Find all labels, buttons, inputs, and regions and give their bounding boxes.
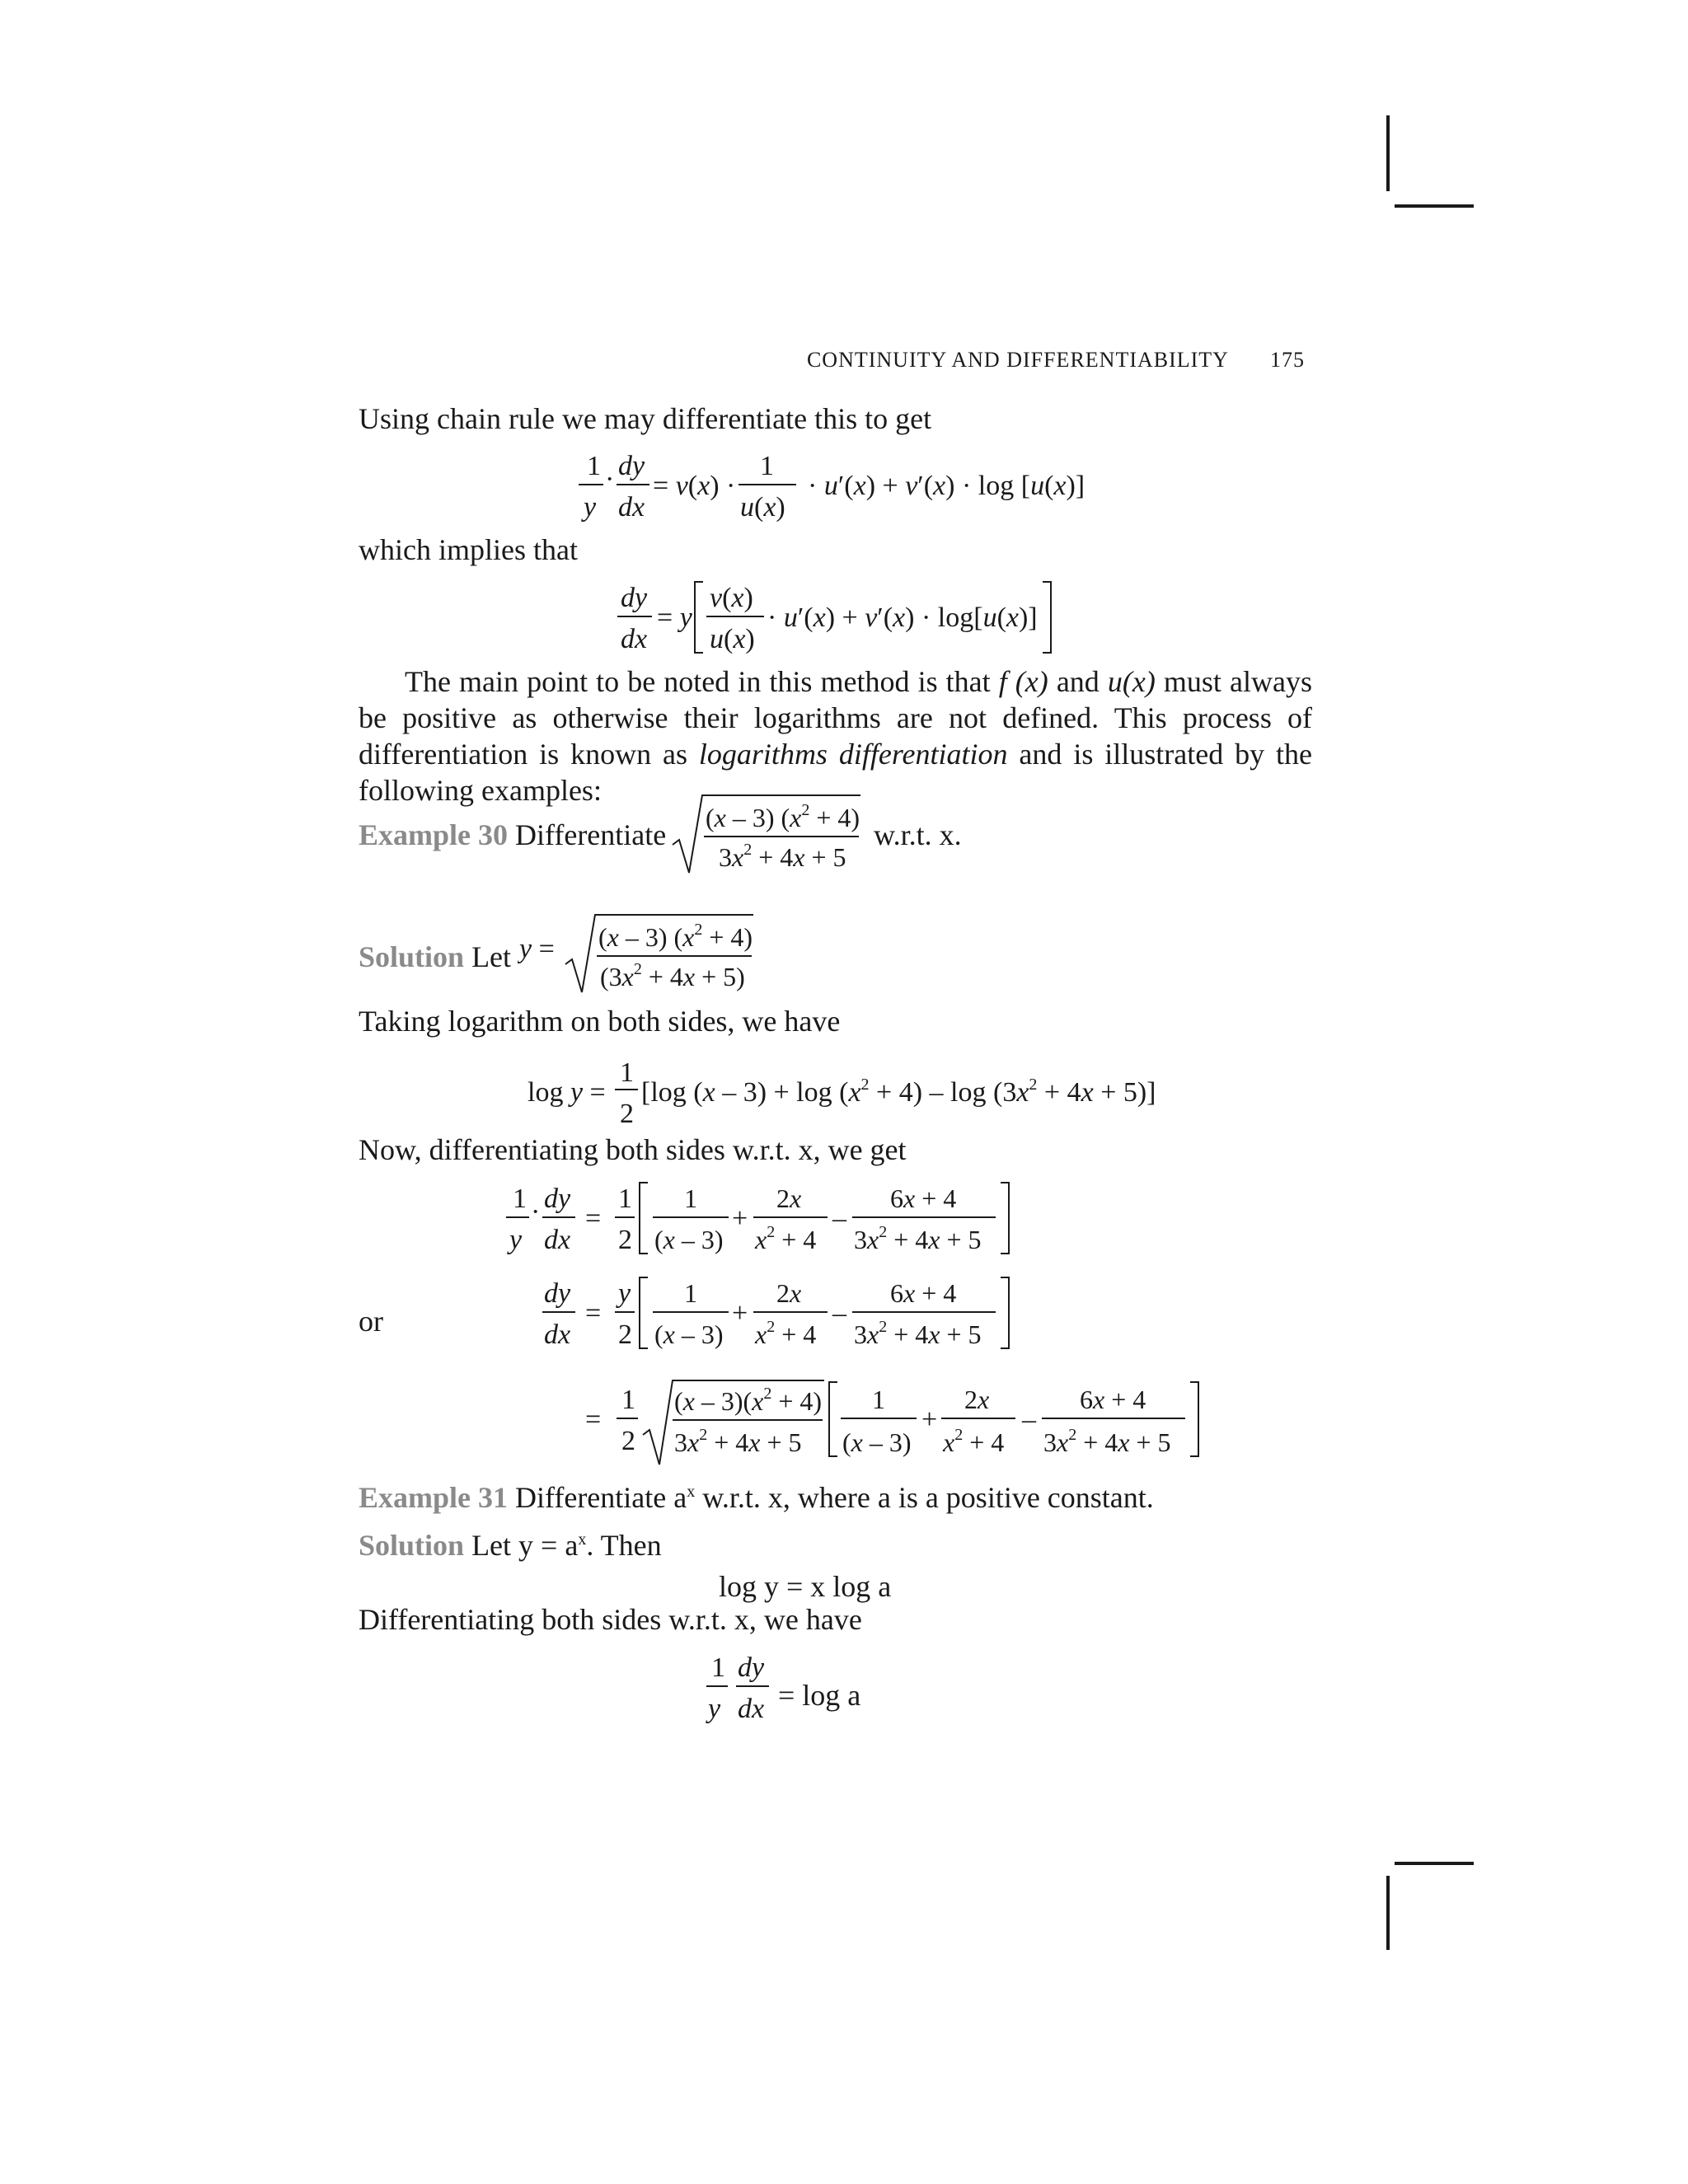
example-31 bbox=[359, 1480, 1154, 1516]
crop-mark-top-horizontal bbox=[1395, 204, 1474, 208]
svg-text:[log (x – 3) + log (x2 + 4) –: [log $(x - 3) + \log (x^2 + 4) - \log (3x^2 + 4x + 5)$] bbox=[641, 1076, 1156, 1108]
solution-31 bbox=[359, 1528, 662, 1564]
svg-text:–: – bbox=[832, 1203, 846, 1234]
equation-final-rhs: = log a bbox=[778, 1679, 861, 1712]
example-30-wrt: w.r.t. x. bbox=[874, 818, 962, 851]
svg-text:=: = bbox=[585, 1298, 602, 1329]
svg-text:3x2 + 4x + 5: $3x^2 + 4x + 5$ bbox=[854, 1318, 982, 1349]
svg-text:+: + bbox=[732, 1298, 748, 1329]
para-text-1: The main point to be noted in this method is that bbox=[405, 665, 999, 698]
and-word: and bbox=[1048, 665, 1108, 698]
chain-rule-intro: Using chain rule we may differentiate this to get bbox=[359, 402, 932, 435]
example-31-label: Example 31 bbox=[359, 1481, 509, 1514]
svg-text:1: 1 bbox=[513, 1183, 527, 1214]
svg-text:= v(x) ·: = v(x) · bbox=[653, 471, 736, 501]
equation-log-y-x-log-a: log y = x log a bbox=[719, 1570, 892, 1603]
svg-text:dx: dx bbox=[544, 1319, 571, 1350]
svg-text:dx: dx bbox=[621, 624, 648, 654]
now-diff-text: Now, differentiating both sides w.r.t. x, we get bbox=[359, 1133, 907, 1166]
implies-text: which implies that bbox=[359, 533, 578, 566]
svg-text:6x + 4: 6x + 4 bbox=[1080, 1385, 1146, 1414]
svg-text:y =: y = bbox=[519, 934, 555, 964]
svg-text:y: y bbox=[708, 1694, 721, 1724]
svg-text:y: y bbox=[618, 1278, 631, 1309]
svg-text:log y =: log y = bbox=[528, 1077, 606, 1108]
solution-30-label: Solution bbox=[359, 940, 465, 973]
diff-both-text: Differentiating both sides w.r.t. x, we have bbox=[359, 1603, 862, 1636]
crop-mark-bottom-horizontal bbox=[1395, 1862, 1474, 1865]
svg-text:2: 2 bbox=[620, 1099, 634, 1129]
svg-text:dy: dy bbox=[618, 451, 645, 481]
svg-text:y: y bbox=[509, 1225, 523, 1255]
svg-text:u(x): u(x) bbox=[740, 492, 785, 523]
svg-text:1: 1 bbox=[587, 451, 601, 481]
page-number: 175 bbox=[1270, 348, 1305, 372]
svg-text:6x + 4: 6x + 4 bbox=[890, 1183, 957, 1213]
svg-text:=: = bbox=[585, 1404, 602, 1435]
svg-text:1: 1 bbox=[711, 1652, 725, 1683]
svg-text:·: · bbox=[531, 1197, 541, 1227]
svg-text:–: – bbox=[1022, 1404, 1036, 1435]
svg-text:1: 1 bbox=[872, 1385, 885, 1414]
svg-text:(x – 3): (x – 3) bbox=[842, 1427, 912, 1457]
svg-text:dy: dy bbox=[544, 1183, 571, 1214]
crop-mark-bottom-vertical bbox=[1386, 1876, 1390, 1950]
svg-text:(x – 3) (x2 + 4): (x – 3) $(x^2 + 4)$ bbox=[706, 801, 860, 832]
svg-text:2: 2 bbox=[621, 1426, 635, 1456]
solution-31-text-a: Let y = a bbox=[471, 1529, 579, 1562]
equation-example-30 bbox=[668, 787, 865, 878]
svg-text:dx: dx bbox=[738, 1694, 765, 1724]
svg-text:·: · bbox=[605, 464, 615, 494]
equation-dy-dx-general bbox=[614, 577, 1076, 659]
svg-text:=: = bbox=[585, 1203, 602, 1234]
svg-text:(3x2 + 4x + 5): $(3x^2 + 4x + 5)$ bbox=[600, 960, 745, 991]
example-31-text-a: Differentiate a bbox=[515, 1481, 687, 1514]
svg-text:dy: dy bbox=[544, 1278, 571, 1309]
svg-text:1: 1 bbox=[620, 1057, 634, 1088]
equation-log-derivative bbox=[504, 1174, 1015, 1265]
svg-text:· u′(x) + v′(x) · log [u(x)]: · u′(x) + v′(x) · log [u(x)] bbox=[808, 471, 1085, 501]
svg-text:(x – 3) (x2 + 4): (x – 3) $(x^2 + 4)$ bbox=[598, 921, 753, 952]
svg-text:u(x): u(x) bbox=[710, 624, 755, 654]
svg-text:x2 + 4: $x^2 + 4$ bbox=[755, 1223, 817, 1254]
svg-text:6x + 4: 6x + 4 bbox=[890, 1278, 957, 1308]
solution-31-exponent: x bbox=[578, 1530, 587, 1549]
svg-text:2x: 2x bbox=[776, 1278, 802, 1308]
para-text-2: must always be positive as otherwise their logarithms are not defined. This process of differentiation is known as bbox=[359, 665, 1312, 771]
crop-mark-top-vertical bbox=[1386, 115, 1390, 191]
equation-chain-rule bbox=[577, 445, 1121, 527]
svg-text:1: 1 bbox=[684, 1183, 697, 1213]
svg-text:+: + bbox=[921, 1404, 938, 1435]
example-30 bbox=[359, 818, 666, 854]
svg-text:= y: = y bbox=[657, 602, 692, 633]
solution-31-text-b: . Then bbox=[586, 1529, 662, 1562]
equation-dy-dx bbox=[504, 1269, 1015, 1360]
svg-text:2: 2 bbox=[618, 1319, 632, 1350]
running-header bbox=[807, 348, 1305, 373]
example-30-label: Example 30 bbox=[359, 818, 509, 851]
svg-text:(x – 3): (x – 3) bbox=[654, 1225, 724, 1254]
equation-log-y bbox=[528, 1057, 1170, 1139]
equation-dy-dx-expanded bbox=[582, 1372, 1208, 1471]
taking-log-text: Taking logarithm on both sides, we have bbox=[359, 1005, 841, 1038]
solution-31-label: Solution bbox=[359, 1529, 465, 1562]
svg-text:v(x): v(x) bbox=[710, 583, 753, 613]
svg-text:3x2 + 4x + 5: $3x^2 + 4x + 5$ bbox=[1043, 1426, 1171, 1457]
svg-text:dx: dx bbox=[544, 1225, 571, 1255]
svg-text:(x – 3): (x – 3) bbox=[654, 1319, 724, 1349]
svg-text:2x: 2x bbox=[776, 1183, 802, 1213]
svg-text:dy: dy bbox=[621, 583, 648, 613]
svg-text:x2 + 4: $x^2 + 4$ bbox=[943, 1426, 1005, 1457]
example-31-text-b: w.r.t. x, where a is a positive constant. bbox=[695, 1481, 1154, 1514]
or-text: or bbox=[359, 1305, 383, 1338]
svg-text:–: – bbox=[832, 1298, 846, 1329]
svg-text:y: y bbox=[584, 492, 597, 523]
svg-text:(x – 3)(x2 + 4): $(x - 3)(x^2 + 4)$ bbox=[674, 1385, 823, 1416]
svg-text:1: 1 bbox=[684, 1278, 697, 1308]
chapter-title: CONTINUITY AND DIFFERENTIABILITY bbox=[806, 348, 1228, 372]
equation-solution-30 bbox=[518, 907, 757, 997]
svg-text:3x2 + 4x + 5: $3x^2 + 4x + 5$ bbox=[719, 841, 846, 872]
para-text-3: and is illustrated by the following examples: bbox=[359, 738, 1313, 807]
svg-text:dy: dy bbox=[738, 1652, 765, 1683]
svg-text:1: 1 bbox=[618, 1183, 632, 1214]
svg-text:1: 1 bbox=[760, 451, 774, 481]
example-30-text: Differentiate bbox=[515, 818, 667, 851]
fx-term: f (x) bbox=[998, 665, 1048, 698]
svg-text:1: 1 bbox=[621, 1385, 635, 1415]
example-31-exponent: x bbox=[687, 1483, 696, 1501]
solution-30-let: Let bbox=[471, 940, 512, 973]
svg-text:+: + bbox=[732, 1203, 748, 1234]
svg-text:2x: 2x bbox=[964, 1385, 990, 1414]
svg-text:· u′(x) + v′(x) · log[u(x)]: · u′(x) + v′(x) · log[u(x)] bbox=[767, 602, 1038, 633]
solution-30 bbox=[359, 940, 511, 976]
svg-text:3x2 + 4x + 5: $3x^2 + 4x + 5$ bbox=[854, 1223, 982, 1254]
svg-text:2: 2 bbox=[618, 1225, 632, 1255]
svg-text:3x2 + 4x + 5: $3x^2 + 4x + 5$ bbox=[674, 1426, 802, 1457]
svg-text:x2 + 4: $x^2 + 4$ bbox=[755, 1318, 817, 1349]
log-diff-term: logarithms differentiation bbox=[698, 738, 1008, 771]
svg-text:dx: dx bbox=[618, 492, 645, 523]
ux-term: u(x) bbox=[1107, 665, 1156, 698]
